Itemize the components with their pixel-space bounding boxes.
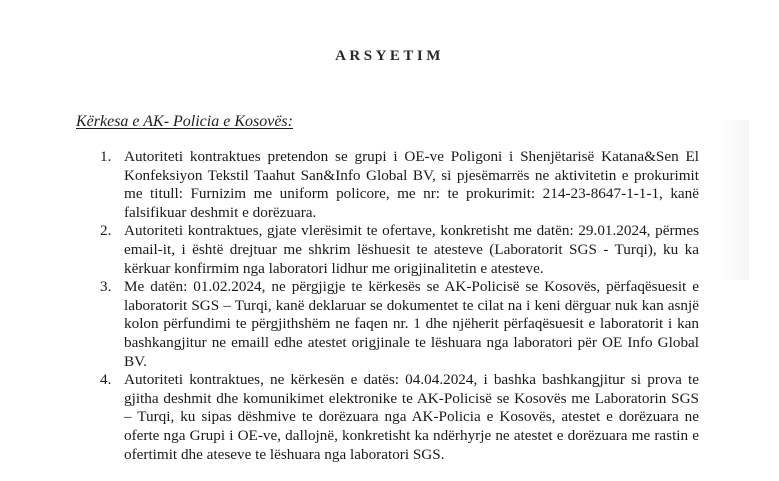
list-item (100, 371, 699, 464)
scan-shadow (719, 120, 749, 280)
numbered-list (100, 148, 699, 464)
list-item-text: Autoriteti kontraktues, ne kërkesën e datës: 04.04.2024, i bashka bashkangjitur si prova te gjitha deshmit dhe komunikimet elektronike te AK-Policisë se Kosovës me Laboratorin SGS – Turqi, ku sipas dëshmive te dorëzuara nga AK-Policia e Kosovës, atestet e dorëzuara ne oferte nga Grupi i OE-ve, dallojnë, konkretisht ka ndërhyrje ne atestet e dorëzuara me rastin e ofertimit dhe ateseve te lëshuara nga laboratori SGS. (124, 371, 699, 463)
list-item (100, 222, 699, 278)
list-item-text: Autoriteti kontraktues, gjate vlerësimit te ofertave, konkretisht me datën: 29.01.2024, përmes email-it, i është drejtuar me shkrim lëshuesit te atesteve (Laboratorit SGS - Turqi), ku ka kërkuar konfirmim nga laboratori lidhur me origjinalitetin e atesteve. (124, 222, 699, 277)
list-item-number: 3. (100, 278, 112, 296)
list-item-text: Autoriteti kontraktues pretendon se grupi i OE-ve Poligoni i Shenjëtarisë Katana&Sen El Konfeksiyon Tekstil Taahut San&Info Global BV, si pjesëmarrës ne aktivitetin e prokurimit me titull: Furnizim me uniform policore, me nr: te prokurimit: 214-23-8647-1-1-1, kanë falsifikuar deshmit e dorëzuara. (124, 148, 699, 221)
document-title: ARSYETIM (335, 48, 444, 64)
section-heading: Kërkesa e AK- Policia e Kosovës: (76, 113, 293, 130)
list-item (100, 148, 699, 222)
list-item-number: 1. (100, 148, 112, 165)
list-item-text: Me datën: 01.02.2024, ne përgjigje te kërkesës se AK-Policisë se Kosovës, përfaqësuesit e laboratorit SGS – Turqi, kanë deklaruar se dokumentet te cilat na i keni dërguar nuk kan asnjë kolon përfundimi te përgjithshëm ne faqen nr. 1 dhe njëherit përfaqësuesit e laboratorit i kan bashkangjitur ne emaill edhe atestet origjinale te lëshuara nga laboratori për OE Info Global BV. (124, 278, 699, 370)
list-item-number: 2. (100, 222, 112, 240)
list-item-number: 4. (100, 371, 112, 389)
list-item (100, 278, 699, 371)
